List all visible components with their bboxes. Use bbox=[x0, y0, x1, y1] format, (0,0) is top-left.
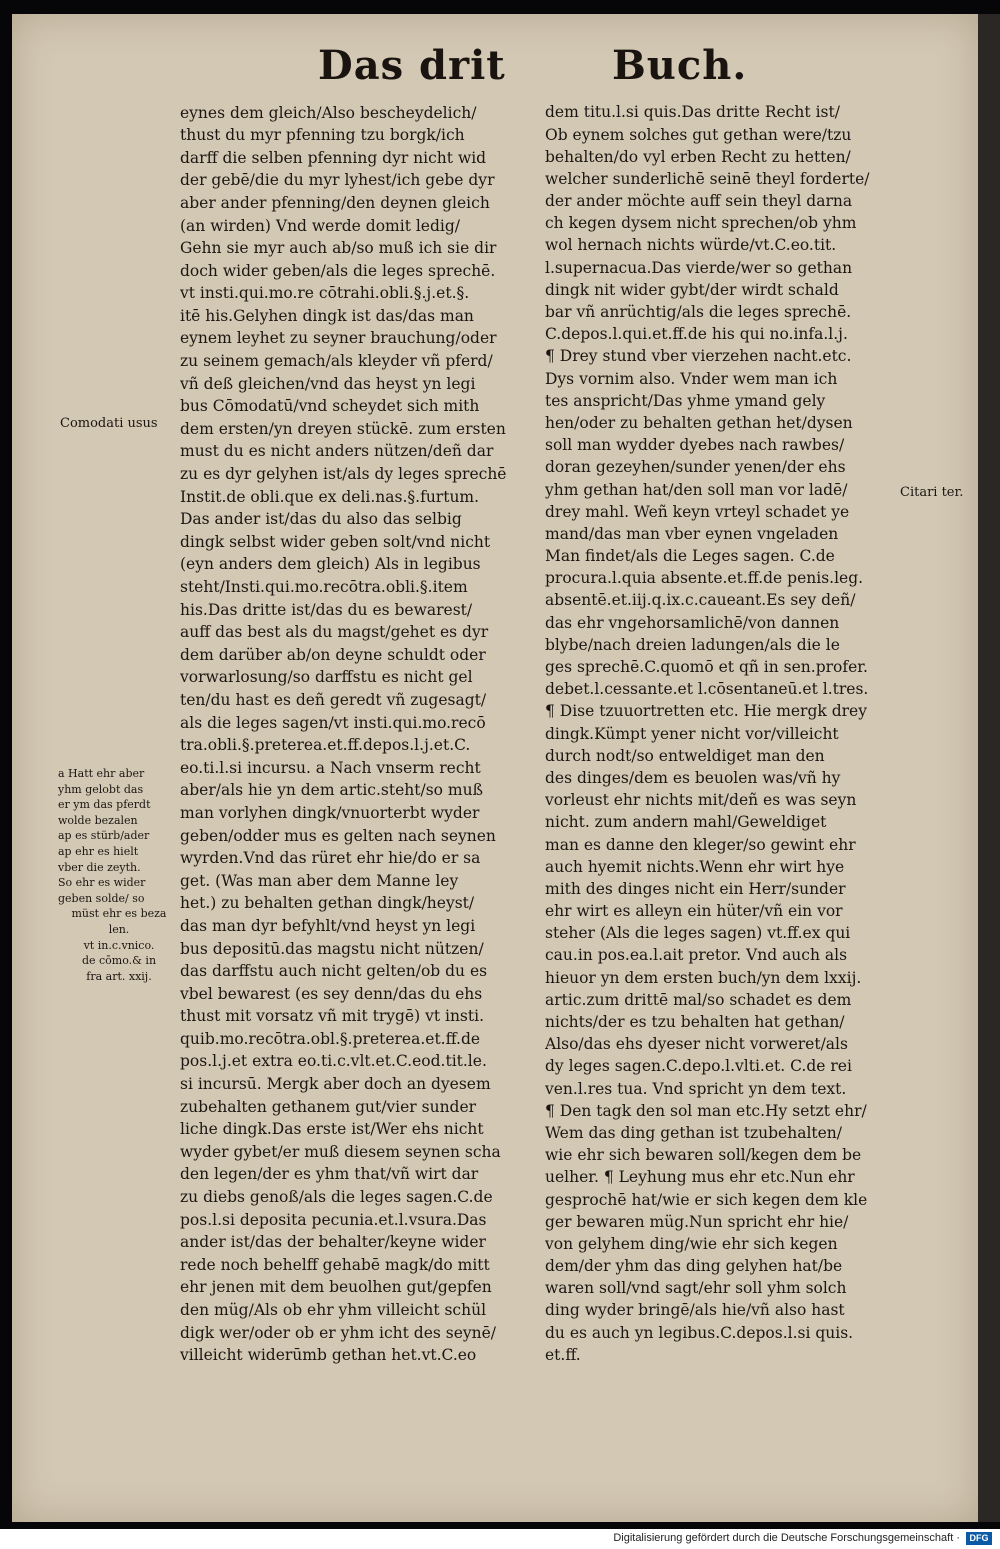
text-line: thust mit vorsatz vñ mit trygē) vt insti. bbox=[180, 1007, 484, 1026]
margin-note-citari: Citari ter. bbox=[900, 485, 964, 500]
text-line: debet.l.cessante.et l.cōsentaneū.et l.tres. bbox=[545, 680, 869, 699]
text-line: als die leges sagen/vt insti.qui.mo.recō bbox=[180, 713, 486, 732]
text-line: dem ersten/yn dreyen stückē. zum ersten bbox=[180, 419, 506, 438]
text-line: der gebē/die du myr lyhest/ich gebe dyr bbox=[180, 171, 495, 190]
text-line: dem darüber ab/on deyne schuldt oder bbox=[180, 645, 486, 664]
margin-note-line: geben solde/ so bbox=[58, 891, 145, 905]
text-line: must du es nicht anders nützen/deñ dar bbox=[180, 442, 494, 461]
margin-note-line: So ehr es wider bbox=[58, 876, 146, 890]
text-line: von gelyhem ding/wie ehr sich kegen bbox=[545, 1234, 838, 1253]
text-line: waren soll/vnd sagt/ehr soll yhm solch bbox=[545, 1279, 847, 1298]
text-line: nichts/der es tzu behalten hat gethan/ bbox=[545, 1013, 845, 1032]
text-line: welcher sunderlichē seinē theyl forderte/ bbox=[545, 169, 870, 188]
text-line: eo.ti.l.si incursu. a Nach vnserm recht bbox=[180, 758, 481, 777]
text-line: (eyn anders dem gleich) Als in legibus bbox=[180, 555, 481, 574]
text-line: mith des dinges nicht ein Herr/sunder bbox=[545, 879, 846, 898]
text-line: vñ deß gleichen/vnd das heyst yn legi bbox=[180, 374, 476, 393]
text-line: du es auch yn legibus.C.depos.l.si quis. bbox=[545, 1323, 854, 1342]
text-line: yhm gethan hat/den soll man vor ladē/ bbox=[545, 480, 848, 499]
text-line: dem/der yhm das ding gelyhen hat/be bbox=[545, 1257, 843, 1276]
text-line: wyder gybet/er muß diesem seynen scha bbox=[180, 1142, 501, 1161]
text-line: Also/das ehs dyeser nicht vorweret/als bbox=[545, 1035, 848, 1054]
text-line: artic.zum drittē mal/so schadet es dem bbox=[545, 990, 852, 1009]
text-line: Man findet/als die Leges sagen. C.de bbox=[545, 547, 835, 566]
text-line: ding wyder bringē/als hie/vñ also hast bbox=[545, 1301, 845, 1320]
text-line: his.Das dritte ist/das du es bewarest/ bbox=[180, 600, 473, 619]
text-line: doch wider geben/als die leges sprechē. bbox=[180, 261, 496, 280]
text-line: ger bewaren müg.Nun spricht ehr hie/ bbox=[545, 1212, 849, 1231]
text-line: eynes dem gleich/Also bescheydelich/ bbox=[180, 103, 477, 122]
text-line: blybe/nach dreien ladungen/als die le bbox=[545, 635, 840, 654]
text-line: wol hernach nichts würde/vt.C.eo.tit. bbox=[545, 236, 837, 255]
text-line: rede noch behelff gehabē magk/do mitt bbox=[180, 1255, 490, 1274]
margin-note-line: len. bbox=[108, 922, 130, 936]
text-line: et.ff. bbox=[545, 1345, 581, 1364]
text-line: absentē.et.iij.q.ix.c.caueant.Es sey deñ/ bbox=[545, 591, 856, 610]
dfg-logo: DFG bbox=[966, 1532, 992, 1545]
text-line: des dinges/dem es beuolen was/vñ hy bbox=[545, 768, 841, 787]
text-line: den legen/der es yhm that/vñ wirt dar bbox=[180, 1165, 479, 1184]
text-line: aber ander pfenning/den deynen gleich bbox=[180, 193, 490, 212]
text-line: C.depos.l.qui.et.ff.de his qui no.infa.l.j. bbox=[545, 325, 848, 344]
text-line: wyrden.Vnd das rüret ehr hie/do er sa bbox=[180, 849, 481, 868]
margin-note-line: fra art. xxij. bbox=[86, 969, 152, 983]
header-right: Buch. bbox=[612, 42, 748, 89]
text-line: liche dingk.Das erste ist/Wer ehs nicht bbox=[180, 1120, 484, 1139]
text-line: tes anspricht/Das yhme ymand gely bbox=[545, 391, 826, 410]
text-line: ges sprechē.C.quomō et qñ in sen.profer. bbox=[545, 658, 868, 677]
text-line: vorwarlosung/so darffstu es nicht gel bbox=[180, 668, 473, 687]
text-line: den müg/Als ob ehr yhm villeicht schül bbox=[180, 1301, 487, 1320]
text-line: vbel bewarest (es sey denn/das du ehs bbox=[180, 984, 483, 1003]
text-line: ehr wirt es alleyn ein hüter/vñ ein vor bbox=[545, 902, 843, 921]
text-line: digk wer/oder ob er yhm icht des seynē/ bbox=[180, 1323, 497, 1342]
margin-note-line: wolde bezalen bbox=[58, 813, 138, 827]
text-line: Wem das ding gethan ist tzubehalten/ bbox=[545, 1123, 843, 1142]
margin-note-line: müst ehr es beza bbox=[71, 907, 167, 921]
text-line: procura.l.quia absente.et.ff.de penis.leg. bbox=[545, 569, 864, 588]
margin-note-line: ap ehr es hielt bbox=[58, 844, 139, 858]
margin-note-line: er ym das pferdt bbox=[58, 798, 151, 812]
text-line: vorleust ehr nichts mit/deñ es was seyn bbox=[545, 791, 857, 810]
text-line: dingk selbst wider geben solt/vnd nicht bbox=[180, 532, 491, 551]
text-line: steher (Als die leges sagen) vt.ff.ex qui bbox=[545, 924, 851, 943]
text-line: thust du myr pfenning tzu borgk/ich bbox=[180, 126, 465, 145]
text-line: eynem leyhet zu seyner brauchung/oder bbox=[180, 329, 497, 348]
text-line: mand/das man vber eynen vngeladen bbox=[545, 524, 839, 543]
text-line: vt insti.qui.mo.re cōtrahi.obli.§.j.et.§. bbox=[180, 284, 470, 303]
margin-note-line: de cōmo.& in bbox=[81, 954, 157, 968]
text-line: nicht. zum andern mahl/Geweldiget bbox=[545, 813, 827, 832]
text-line: aber/als hie yn dem artic.steht/so muß bbox=[180, 781, 483, 800]
page-edge bbox=[978, 14, 1000, 1522]
text-line: cau.in pos.ea.l.ait pretor. Vnd auch als bbox=[545, 946, 848, 965]
text-line: Das ander ist/das du also das selbig bbox=[180, 510, 462, 529]
text-line: ch kegen dysem nicht sprechen/ob yhm bbox=[545, 214, 857, 233]
text-line: der ander möchte auff sein theyl darna bbox=[545, 192, 853, 211]
text-line: dingk nit wider gybt/der wirdt schald bbox=[545, 280, 839, 299]
text-column-left bbox=[180, 102, 532, 1367]
text-line: het.) zu behalten gethan dingk/heyst/ bbox=[180, 894, 475, 913]
text-line: (an wirden) Vnd werde domit ledig/ bbox=[180, 216, 460, 235]
text-line: zubehalten gethanem gut/vier sunder bbox=[180, 1097, 477, 1116]
footer-bar bbox=[0, 1529, 1000, 1549]
text-line: auff das best als du magst/gehet es dyr bbox=[180, 623, 489, 642]
text-line: drey mahl. Weñ keyn vrteyl schadet ye bbox=[545, 502, 850, 521]
text-line: Gehn sie myr auch ab/so muß ich sie dir bbox=[180, 239, 497, 258]
text-line: Ob eynem solches gut gethan were/tzu bbox=[545, 125, 852, 144]
text-line: Instit.de obli.que ex deli.nas.§.furtum. bbox=[180, 487, 480, 506]
text-line: soll man wydder dyebes nach rawbes/ bbox=[545, 436, 845, 455]
margin-note-comodati: Comodati usus bbox=[60, 416, 158, 431]
text-line: bus Cōmodatū/vnd scheydet sich mith bbox=[180, 397, 480, 416]
text-line: zu seinem gemach/als kleyder vñ pferd/ bbox=[180, 352, 493, 371]
text-line: man vorlyhen dingk/vnuorterbt wyder bbox=[180, 803, 480, 822]
text-line: gesprochē hat/wie er sich kegen dem kle bbox=[545, 1190, 868, 1209]
text-line: itē his.Gelyhen dingk ist das/das man bbox=[180, 306, 474, 325]
text-line: ehr jenen mit dem beuolhen gut/gepfen bbox=[180, 1278, 492, 1297]
footer-credit: Digitalisierung gefördert durch die Deutsche Forschungsgemeinschaft · bbox=[613, 1532, 960, 1544]
text-line: auch hyemit nichts.Wenn ehr wirt hye bbox=[545, 857, 845, 876]
text-line: uelher. ¶ Leyhung mus ehr etc.Nun ehr bbox=[545, 1168, 855, 1187]
text-line: doran gezeyhen/sunder yenen/der ehs bbox=[545, 458, 846, 477]
text-line: behalten/do vyl erben Recht zu hetten/ bbox=[545, 147, 851, 166]
text-line: dem titu.l.si quis.Das dritte Recht ist/ bbox=[545, 103, 840, 122]
text-line: wie ehr sich bewaren soll/kegen dem be bbox=[545, 1146, 862, 1165]
running-header bbox=[0, 42, 1000, 102]
text-column-right bbox=[545, 102, 897, 1367]
text-line: ¶ Drey stund vber vierzehen nacht.etc. bbox=[545, 347, 852, 366]
text-line: das darffstu auch nicht gelten/ob du es bbox=[180, 962, 488, 981]
margin-note-line: a Hatt ehr aber bbox=[58, 767, 145, 780]
text-line: pos.l.j.et extra eo.ti.c.vlt.et.C.eod.tit.le. bbox=[180, 1052, 487, 1071]
text-line: si incursū. Mergk aber doch an dyesem bbox=[180, 1075, 491, 1094]
margin-note-hatt bbox=[58, 766, 180, 984]
text-line: dingk.Kümpt yener nicht vor/villeicht bbox=[545, 724, 839, 743]
text-line: zu diebs genoß/als die leges sagen.C.de bbox=[180, 1188, 493, 1207]
text-line: quib.mo.recōtra.obl.§.preterea.et.ff.de bbox=[180, 1029, 481, 1048]
text-line: bus depositū.das magstu nicht nützen/ bbox=[180, 939, 484, 958]
text-line: villeicht widerūmb gethan het.vt.C.eo bbox=[180, 1346, 477, 1365]
margin-note-line: yhm gelobt das bbox=[58, 782, 144, 796]
margin-note-line: vt in.c.vnico. bbox=[83, 938, 155, 952]
text-line: hen/oder zu behalten gethan het/dysen bbox=[545, 413, 853, 432]
text-line: das ehr vngehorsamlichē/von dannen bbox=[545, 613, 840, 632]
text-line: ven.l.res tua. Vnd spricht yn dem text. bbox=[545, 1079, 847, 1098]
text-line: man es danne den kleger/so gewint ehr bbox=[545, 835, 856, 854]
text-line: ¶ Den tagk den sol man etc.Hy setzt ehr/ bbox=[545, 1101, 867, 1120]
text-line: bar vñ anrüchtig/als die leges sprechē. bbox=[545, 303, 852, 322]
text-line: steht/Insti.qui.mo.recōtra.obli.§.item bbox=[180, 578, 468, 597]
text-line: geben/odder mus es gelten nach seynen bbox=[180, 826, 496, 845]
text-line: pos.l.si deposita pecunia.et.l.vsura.Das bbox=[180, 1210, 487, 1229]
margin-note-line: vber die zeyth. bbox=[58, 860, 141, 874]
text-line: dy leges sagen.C.depo.l.vlti.et. C.de rei bbox=[545, 1057, 852, 1076]
margin-note-line: ap es stürb/ader bbox=[58, 829, 150, 843]
text-line: l.supernacua.Das vierde/wer so gethan bbox=[545, 258, 853, 277]
text-line: Dys vornim also. Vnder wem man ich bbox=[545, 369, 838, 388]
text-line: hieuor yn dem ersten buch/yn dem lxxij. bbox=[545, 968, 862, 987]
text-line: zu es dyr gelyhen ist/als dy leges sprechē bbox=[180, 465, 507, 484]
header-left: Das drit bbox=[318, 42, 506, 89]
text-line: durch nodt/so entweldiget man den bbox=[545, 746, 825, 765]
text-line: tra.obli.§.preterea.et.ff.depos.l.j.et.C. bbox=[180, 736, 471, 755]
text-line: darff die selben pfenning dyr nicht wid bbox=[180, 148, 487, 167]
text-line: ¶ Dise tzuuortretten etc. Hie mergk drey bbox=[545, 702, 867, 721]
text-line: ten/du hast es deñ geredt vñ zugesagt/ bbox=[180, 690, 487, 709]
text-line: das man dyr befyhlt/vnd heyst yn legi bbox=[180, 916, 476, 935]
text-line: ander ist/das der behalter/keyne wider bbox=[180, 1233, 486, 1252]
text-line: get. (Was man aber dem Manne ley bbox=[180, 871, 459, 890]
